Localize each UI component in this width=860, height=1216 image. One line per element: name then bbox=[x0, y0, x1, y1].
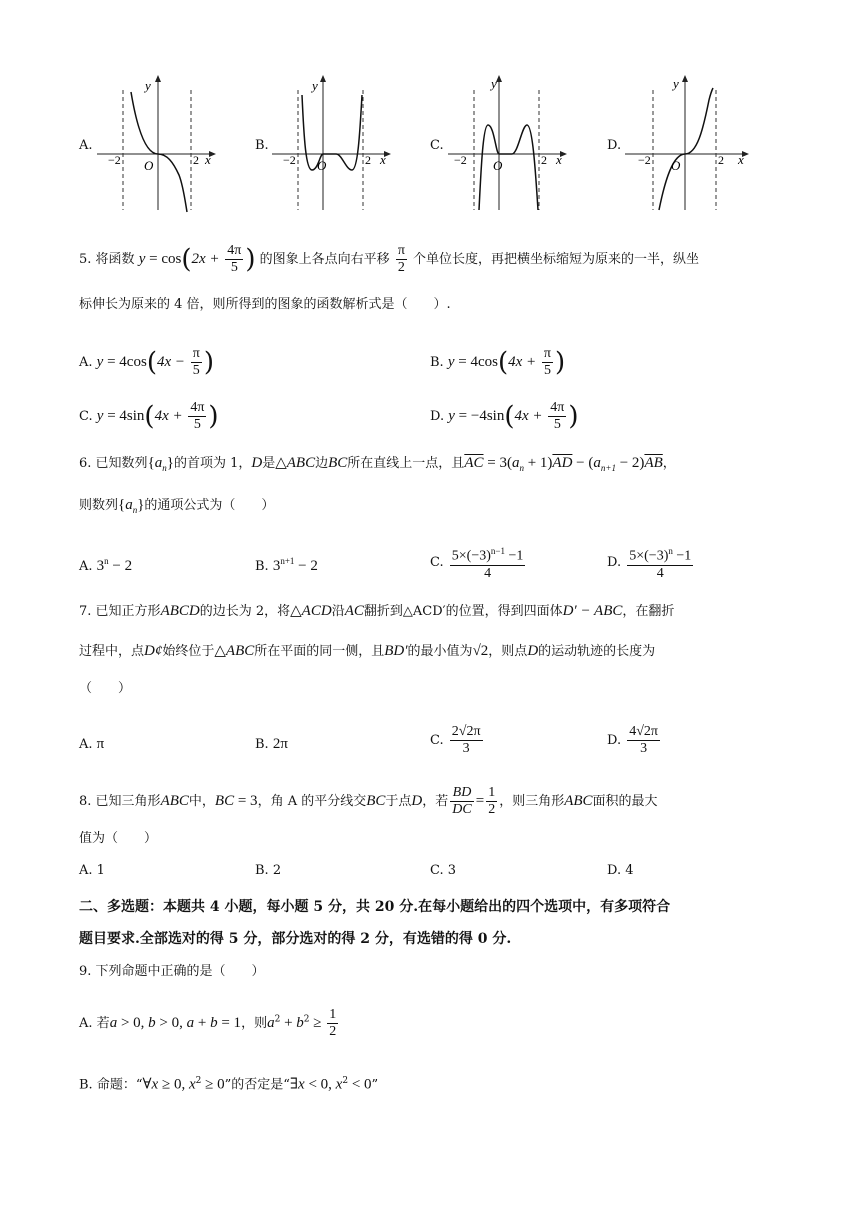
svg-text:x: x bbox=[380, 152, 386, 167]
svg-text:−2: −2 bbox=[638, 153, 651, 167]
graph-option-c-label: C. bbox=[430, 138, 444, 153]
graph-option-b-label: B. bbox=[255, 138, 269, 153]
q8-option-b: B. 2 bbox=[255, 863, 282, 878]
graph-b bbox=[272, 70, 397, 215]
q7-line3: （ ） bbox=[79, 681, 132, 696]
q5-line2: 标伸长为原来的 4 倍，则所得到的图象的函数解析式是（ ）. bbox=[79, 297, 451, 312]
q7-option-b: B. 2π bbox=[255, 736, 288, 752]
q5-function: y bbox=[138, 251, 146, 267]
q9-option-a: A. 若a > 0, b > 0, a + b = 1，则$a^2 + b^2$ ≥ $\frac{1}{2}$ bbox=[79, 1007, 337, 1039]
q7-option-d: D. $\frac{4√2\pi}{3}$ bbox=[607, 724, 658, 756]
svg-text:y: y bbox=[673, 76, 679, 91]
svg-text:x: x bbox=[556, 152, 562, 167]
q7-line2: 过程中，点D¢始终位于△ABC所在平面的同一侧，且BD′的最小值为√2，则点D的运动轨迹的长度为 bbox=[79, 643, 656, 659]
svg-text:2: 2 bbox=[365, 153, 371, 167]
svg-text:y: y bbox=[312, 78, 318, 93]
graph-option-d-label: D. bbox=[607, 138, 622, 153]
svg-text:2: 2 bbox=[718, 153, 724, 167]
svg-text:O: O bbox=[671, 158, 681, 173]
q8-line1: 8. 已知三角形ABC中，BC = 3，角 A 的平分线交BC于点D，若 $\frac{BD}{DC}$ = $\frac{1}{2}$ ，则三角形ABC面积的最大 bbox=[79, 785, 658, 817]
q5-option-d: D. y = −4sin(4x + $\frac{4\pi}{5}$ ) bbox=[430, 400, 579, 432]
svg-text:O: O bbox=[493, 158, 503, 173]
graph-a-y-label: y bbox=[145, 78, 151, 93]
svg-text:−2: −2 bbox=[108, 153, 121, 167]
section2-heading-line1: 二、多选题：本题共 4 小题，每小题 5 分，共 20 分.在每小题给出的四个选项中，有多项符合 bbox=[79, 899, 671, 915]
q9-stem: 9. 下列命题中正确的是（ ） bbox=[79, 964, 265, 979]
q6-line2: 则数列$\{a_n\}$的通项公式为（ ） bbox=[79, 497, 275, 515]
q5-line1: 5. 将函数 y = cos(2x + $\frac{4\pi}{5}$ ) 的图象上各点向右平移 $\frac{\pi}{2}$ 个单位长度，再把横坐标缩短为原来的一半，纵坐 bbox=[79, 243, 700, 275]
q5-option-a: A. y = 4cos(4x − $\frac{\pi}{5}$ ) bbox=[79, 346, 214, 378]
q5-option-c: C. y = 4sin(4x + $\frac{4\pi}{5}$ ) bbox=[79, 400, 219, 432]
graph-option-a-label: A. bbox=[79, 138, 93, 153]
q8-option-d: D. 4 bbox=[607, 863, 634, 878]
svg-text:−2: −2 bbox=[454, 153, 467, 167]
svg-text:O: O bbox=[144, 158, 154, 173]
q8-option-c: C. 3 bbox=[430, 863, 457, 878]
svg-text:x: x bbox=[205, 152, 211, 167]
q9-option-b: B. 命题：“∀x ≥ 0, $x^2 \ge 0$”的否定是“∃x < 0, $x^2 < 0$” bbox=[79, 1076, 379, 1093]
q7-option-c: C. $\frac{2√2\pi}{3}$ bbox=[430, 724, 481, 756]
svg-text:x: x bbox=[738, 152, 744, 167]
svg-text:O: O bbox=[317, 158, 327, 173]
q6-option-c: C. $\frac{5\times(-3)^{n-1} -1}{4}$ bbox=[430, 546, 524, 581]
svg-text:2: 2 bbox=[541, 153, 547, 167]
q8-option-a: A. 1 bbox=[79, 863, 105, 878]
graph-c bbox=[448, 70, 573, 215]
svg-text:y: y bbox=[491, 76, 497, 91]
section2-heading-line2: 题目要求.全部选对的得 5 分，部分选对的得 2 分，有选错的得 0 分. bbox=[79, 931, 512, 947]
q6-option-a: A. $3^n - 2$ bbox=[79, 556, 133, 574]
svg-text:−2: −2 bbox=[283, 153, 296, 167]
svg-text:2: 2 bbox=[193, 153, 199, 167]
q5-number: 5. bbox=[79, 252, 92, 267]
q6-option-d: D. $\frac{5\times(-3)^n -1}{4}$ bbox=[607, 546, 692, 581]
q6-line1: 6. 已知数列$\{a_n\}$的首项为 1，D是△ABC边BC所在直线上一点，且$\overline{AC} = 3(a_n + 1)\overline{AD} - (a_{n+1} - 2)\overline{AB}$， bbox=[79, 455, 676, 473]
q8-line2: 值为（ ） bbox=[79, 831, 158, 846]
graph-a bbox=[97, 70, 222, 215]
q7-line1: 7. 已知正方形ABCD的边长为 2，将△ACD沿AC翻折到△ACD′的位置，得到四面体D′ − ABC，在翻折 bbox=[79, 603, 675, 619]
q6-option-b: B. $3^{n+1} - 2$ bbox=[255, 556, 318, 574]
q7-option-a: A. π bbox=[79, 736, 105, 752]
graph-d bbox=[625, 70, 755, 215]
q5-option-b: B. y = 4cos(4x + $\frac{\pi}{5}$ ) bbox=[430, 346, 566, 378]
